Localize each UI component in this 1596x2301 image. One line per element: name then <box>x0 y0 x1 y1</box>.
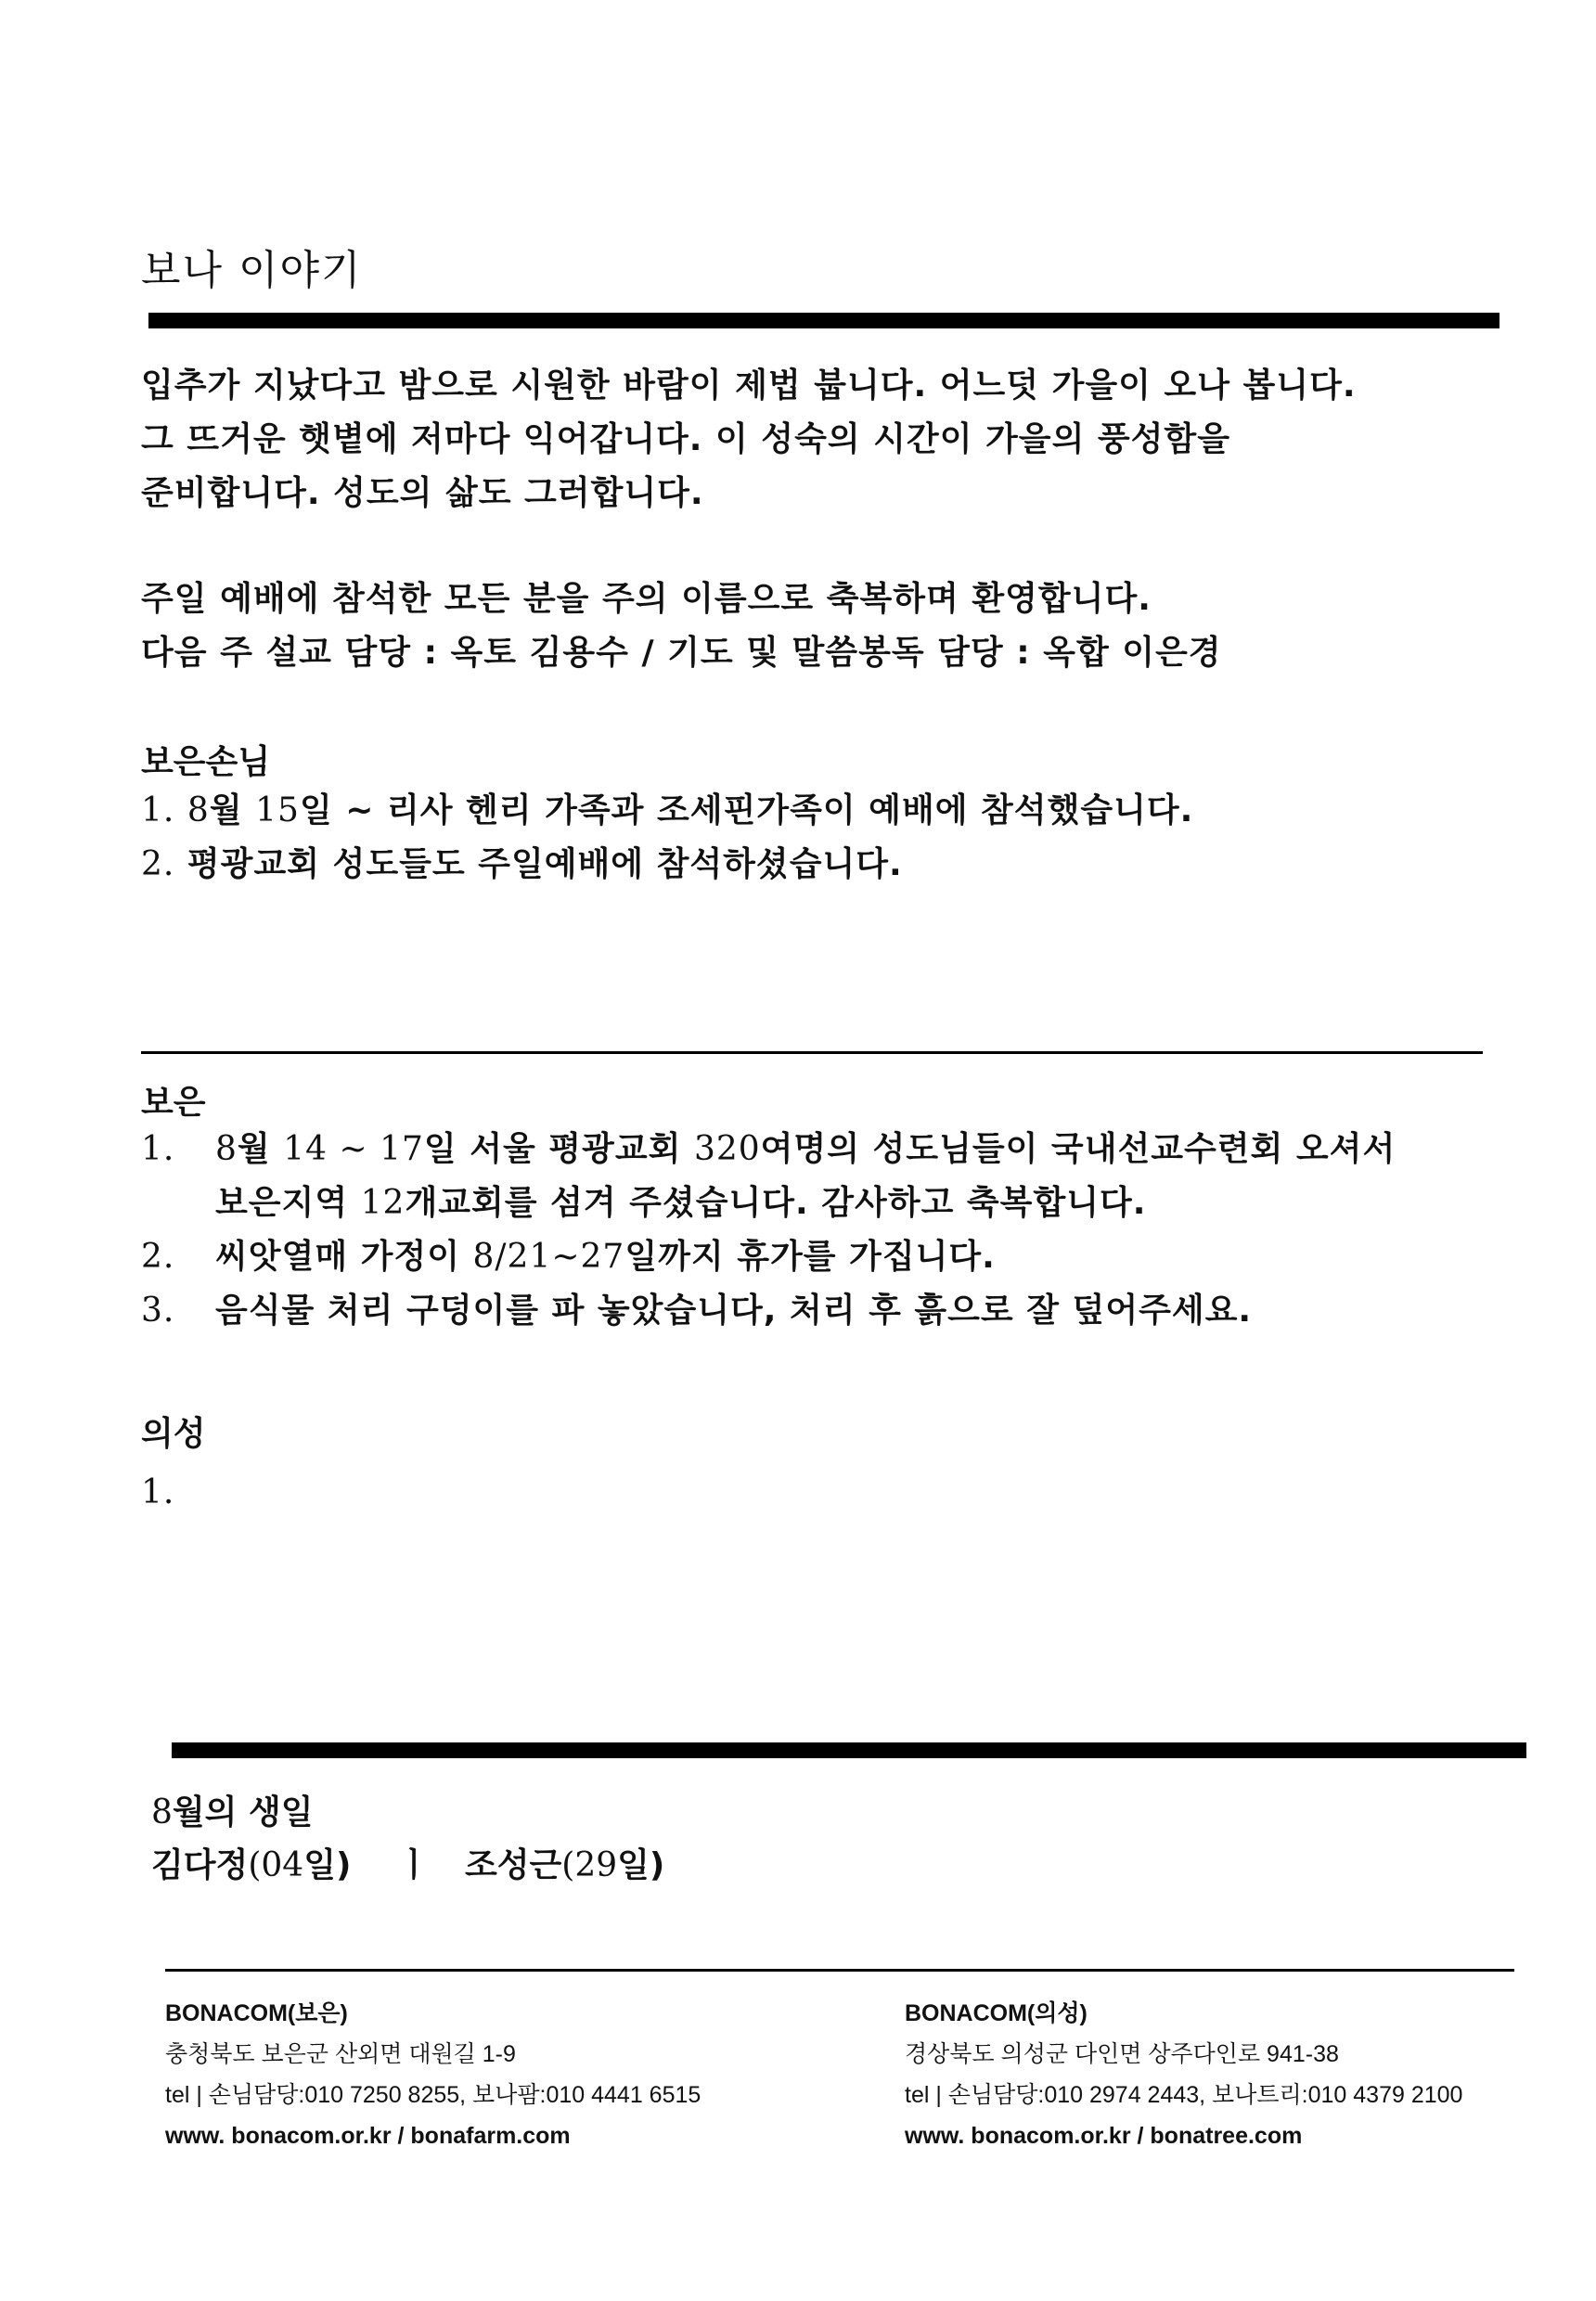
org-address: 경상북도 의성군 다인면 상주다인로 941-38 <box>905 2041 1339 2067</box>
separator: ㅣ <box>397 1846 431 1884</box>
birthday-list: 김다정(04일) ㅣ 조성근(29일) <box>151 1846 665 1884</box>
section-divider <box>141 1051 1483 1054</box>
boeun-heading: 보은 <box>141 1084 206 1122</box>
org-name: BONACOM(보은) <box>165 2000 348 2026</box>
org-address: 충청북도 보은군 산외면 대원길 1-9 <box>165 2041 516 2067</box>
list-item: 1. <box>141 1473 175 1511</box>
list-item: 1. 8월 15일 ~ 리사 헨리 가족과 조세핀가족이 예배에 참석했습니다. <box>141 791 1194 829</box>
org-website: www. bonacom.or.kr / bonafarm.com <box>165 2123 571 2149</box>
intro-paragraph <box>141 359 1357 521</box>
list-item: 3. 음식물 처리 구덩이를 파 놓았습니다, 처리 후 흙으로 잘 덮어주세요. <box>141 1292 1253 1330</box>
intro-line: 입추가 지났다고 밤으로 시원한 바람이 제법 붑니다. 어느덧 가을이 오나 봅니다. <box>141 366 1357 405</box>
title-divider <box>148 313 1499 328</box>
birthday-divider <box>172 1742 1526 1758</box>
boeun-list <box>141 1123 1396 1338</box>
uiseong-heading: 의성 <box>141 1415 206 1453</box>
list-item: 2. 평광교회 성도들도 주일예배에 참석하셨습니다. <box>141 845 903 883</box>
intro-line: 준비합니다. 성도의 삶도 그러합니다. <box>141 474 704 512</box>
welcome-line: 주일 예배에 참석한 모든 분을 주의 이름으로 축복하며 환영합니다. <box>141 580 1152 618</box>
welcome-line: 다음 주 설교 담당 : 옥토 김용수 / 기도 및 말씀봉독 담당 : 옥합 이은경 <box>141 634 1222 672</box>
welcome-paragraph <box>141 572 1222 680</box>
guests-heading: 보은손님 <box>141 743 271 781</box>
list-item-continued: 보은지역 12개교회를 섬겨 주셨습니다. 감사하고 축복합니다. <box>215 1184 1147 1222</box>
footer-right <box>905 1993 1462 2156</box>
birthday-heading: 8월의 생일 <box>151 1793 314 1832</box>
org-name: BONACOM(의성) <box>905 2000 1088 2026</box>
footer-divider <box>165 1969 1514 1972</box>
org-tel: tel | 손님담당:010 7250 8255, 보나팜:010 4441 6515 <box>165 2082 701 2108</box>
footer-left <box>165 1993 701 2156</box>
guests-list <box>141 784 1193 892</box>
page-title: 보나 이야기 <box>141 247 363 294</box>
list-item: 2. 씨앗열매 가정이 8/21~27일까지 휴가를 가집니다. <box>141 1238 996 1276</box>
org-tel: tel | 손님담당:010 2974 2443, 보나트리:010 4379 2100 <box>905 2082 1463 2108</box>
uiseong-list <box>141 1466 215 1520</box>
list-item: 1. 8월 14 ~ 17일 서울 평광교회 320여명의 성도님들이 국내선교수련회 오셔서 <box>141 1130 1396 1168</box>
intro-line: 그 뜨거운 햇볕에 저마다 익어갑니다. 이 성숙의 시간이 가을의 풍성함을 <box>141 420 1230 458</box>
org-website: www. bonacom.or.kr / bonatree.com <box>905 2123 1303 2149</box>
